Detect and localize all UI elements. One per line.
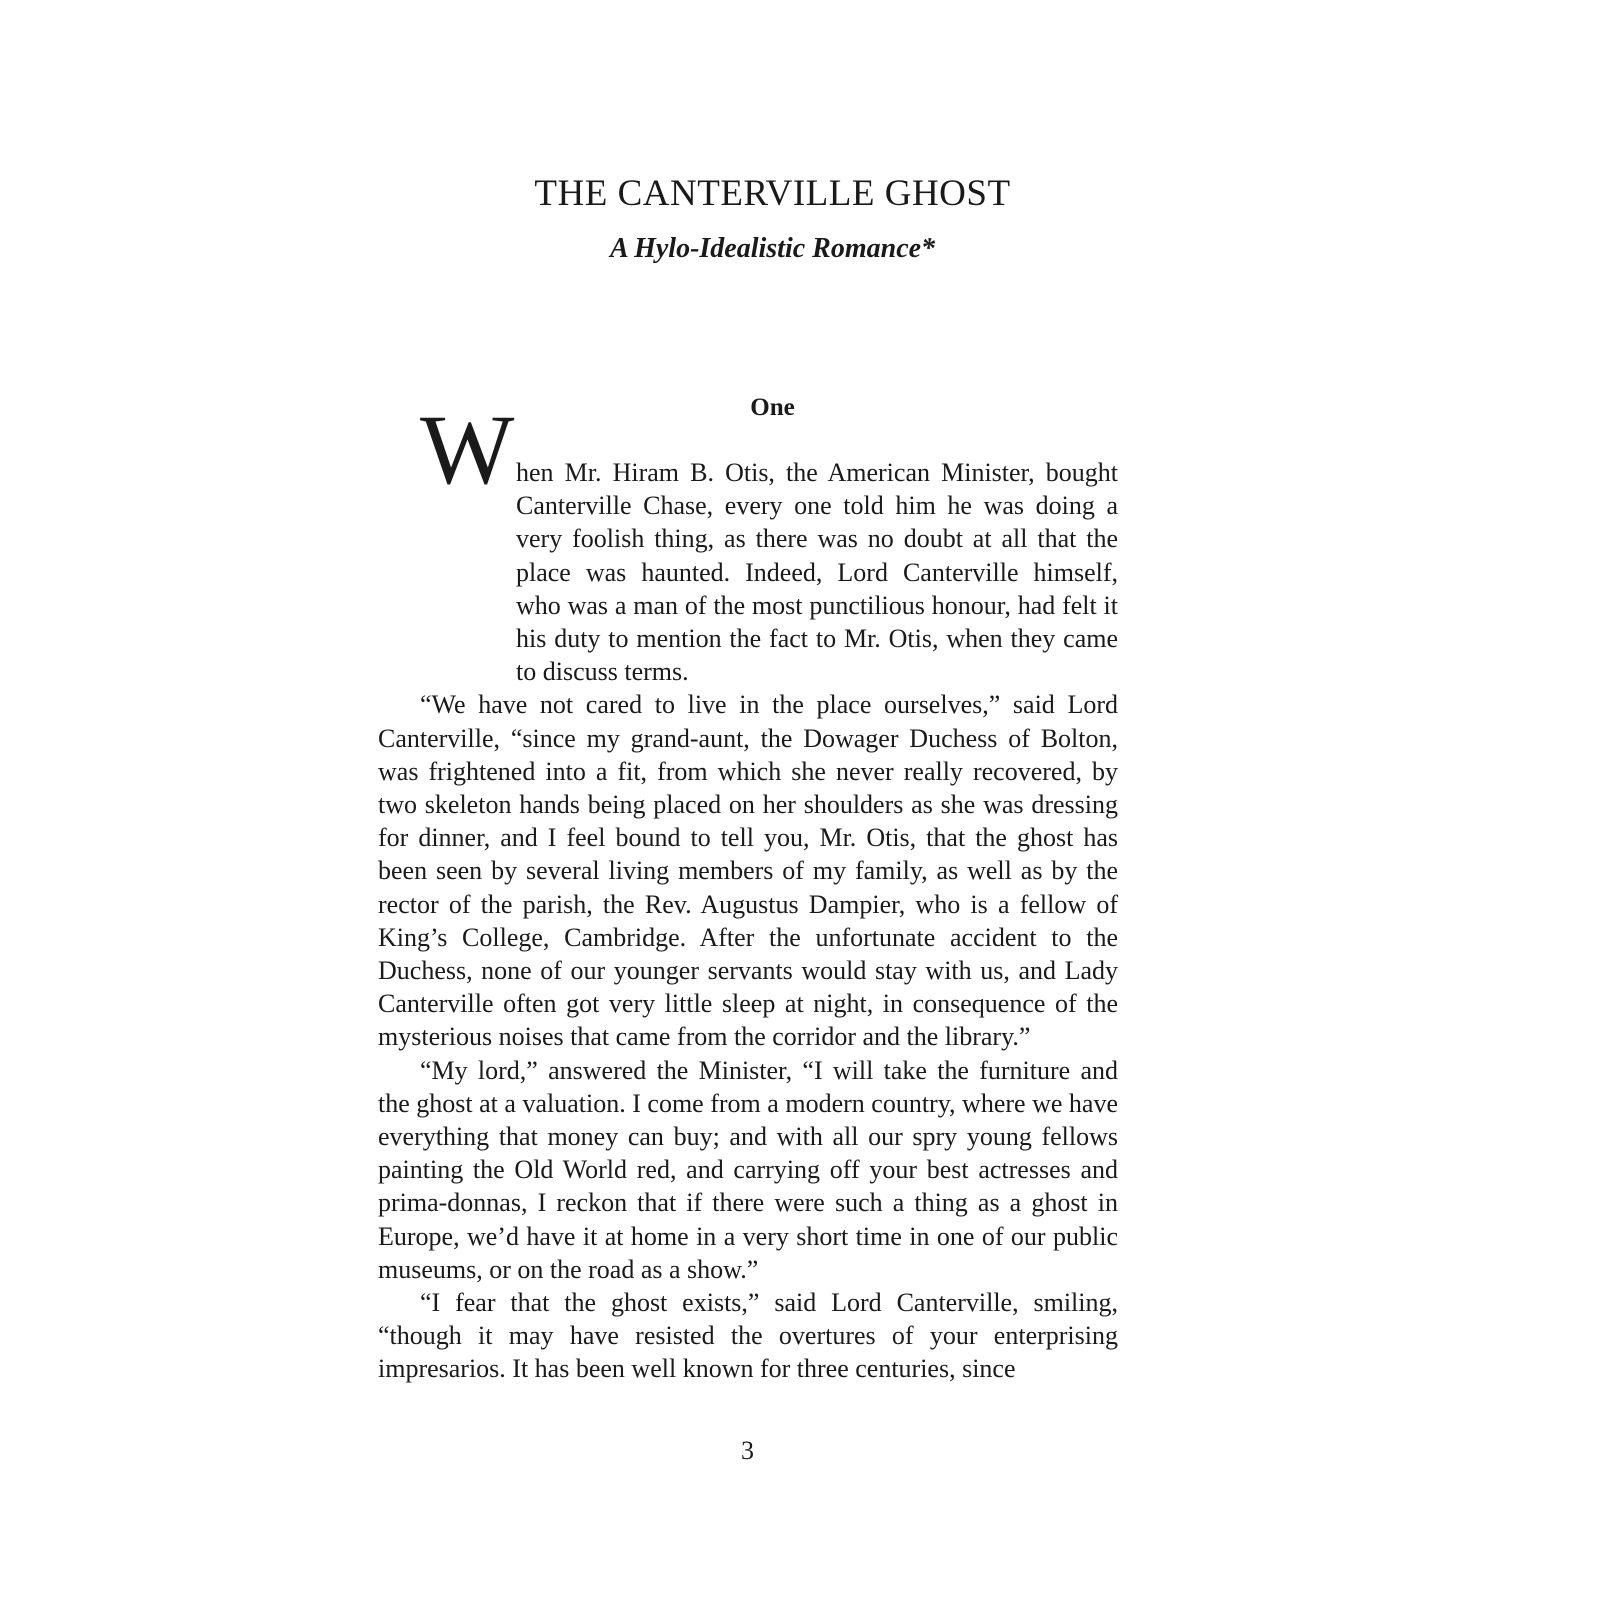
drop-cap: W	[420, 394, 515, 505]
book-subtitle: A Hylo-Idealistic Romance*	[609, 233, 936, 264]
paragraph-1: hen Mr. Hiram B. Otis, the American Minister, bought Canterville Chase, every one told him he was doing a very foolish thing, as there was no doubt at all that the place was haunted. Indeed, Lord Canterville himself, who was a man of the most punctilious honour, had felt it his duty to mention the fact to Mr. Otis, when they came to discuss terms.	[516, 458, 1118, 687]
body-text	[378, 456, 1118, 1386]
paragraph-4: “I fear that the ghost exists,” said Lord Canterville, smiling, “though it may have resisted the overtures of your enterprising impresarios. It has been well known for three centuries, since	[378, 1288, 1118, 1384]
chapter-heading: One	[750, 394, 795, 421]
page-number: 3	[741, 1436, 754, 1465]
book-title: THE CANTERVILLE GHOST	[534, 173, 1011, 214]
paragraph-3: “My lord,” answered the Minister, “I will take the furniture and the ghost at a valuation. I come from a modern country, where we have everything that money can buy; and with all our spry young fellows painting the Old World red, and carrying off your best actresses and prima-donnas, I reckon that if there were such a thing as a ghost in Europe, we’d have it at home in a very short time in one of our public museums, or on the road as a show.”	[378, 1055, 1118, 1284]
paragraph-2: “We have not cared to live in the place ourselves,” said Lord Canterville, “since my grand-aunt, the Dowager Duchess of Bolton, was frightened into a fit, from which she never really recovered, by two skeleton hands being placed on her shoulders as she was dressing for dinner, and I feel bound to tell you, Mr. Otis, that the ghost has been seen by several living members of my family, as well as by the rector of the parish, the Rev. Augustus Dampier, who is a fellow of King’s College, Cambridge. After the unfortunate accident to the Duchess, none of our younger servants would stay with us, and Lady Canterville often got very little sleep at night, in consequence of the mysterious noises that came from the corridor and the library.”	[378, 690, 1118, 1052]
